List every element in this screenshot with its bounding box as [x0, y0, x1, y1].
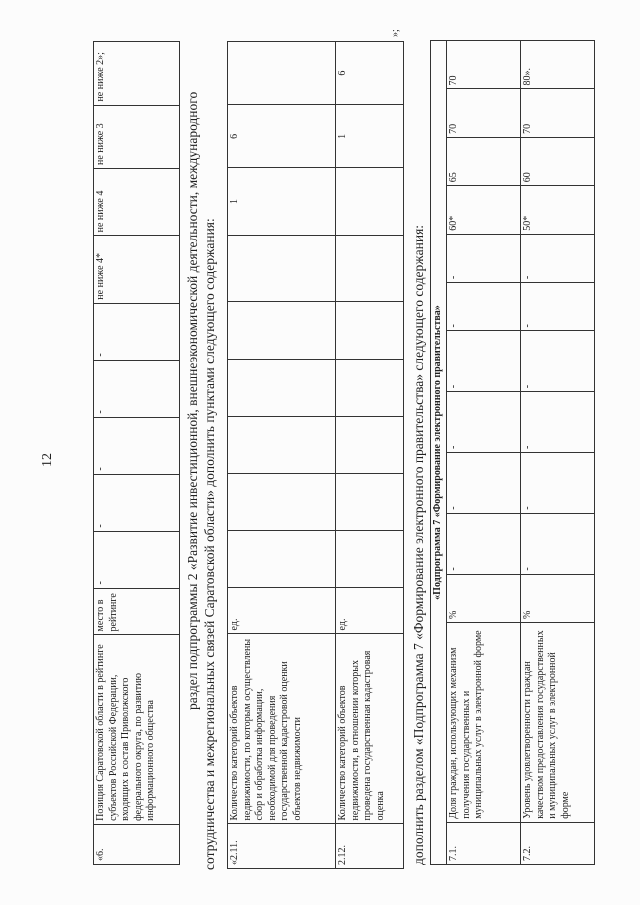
value-cell: - — [521, 331, 595, 392]
value-cell: 70 — [447, 89, 521, 137]
row-number: «2.11. — [228, 824, 336, 869]
value-cell: - — [94, 474, 180, 531]
value-cell — [336, 235, 404, 302]
row-number: «6. — [94, 824, 180, 864]
table-mid-tail: »; — [390, 29, 401, 37]
value-cell: - — [94, 303, 180, 360]
paragraph-1-line-2: сотрудничества и межрегиональных связей Саратовской области» дополнить пунктами следующего содержания: — [202, 218, 217, 870]
value-cell — [336, 359, 404, 416]
value-cell — [228, 531, 336, 588]
value-cell — [228, 359, 336, 416]
value-cell: - — [521, 513, 595, 574]
value-cell — [228, 302, 336, 359]
value-cell: не ниже 2»; — [94, 42, 180, 106]
value-cell: 70 — [521, 89, 595, 137]
value-cell: - — [94, 531, 180, 588]
table-row — [94, 42, 180, 865]
value-cell: 1 — [228, 168, 336, 235]
value-cell: 60 — [521, 137, 595, 185]
indicator-name: Уровень удовлетворенности граждан качеством предоставления государственных и муниципальных услуг в электронной форме — [521, 622, 595, 822]
indicator-unit: место в рейтинге — [94, 588, 180, 635]
paragraph-2 — [410, 225, 427, 865]
row-number: 2.12. — [336, 824, 404, 869]
value-cell: - — [521, 234, 595, 282]
value-cell: 50* — [521, 186, 595, 234]
indicator-name: Доля граждан, использующих механизм получения государственных и муниципальных услуг в электронной форме — [447, 622, 521, 822]
value-cell — [336, 416, 404, 473]
value-cell: - — [447, 392, 521, 453]
table-row — [521, 41, 595, 865]
value-cell: - — [521, 283, 595, 331]
value-cell: 6 — [336, 42, 404, 105]
value-cell — [228, 42, 336, 105]
subprogram-header: «Подпрограмма 7 «Формирование электронного правительства» — [431, 41, 447, 865]
value-cell: - — [521, 392, 595, 453]
value-cell: 1 — [336, 105, 404, 168]
row-number: 7.1. — [447, 822, 521, 864]
table-header-row — [431, 41, 447, 865]
table-row — [336, 42, 404, 869]
value-cell — [336, 302, 404, 359]
indicator-name: Количество категорий объектов недвижимости, в отношении которых проведена государственная кадастровая оценка — [336, 634, 404, 824]
value-cell: не ниже 4 — [94, 169, 180, 236]
value-cell: - — [94, 417, 180, 474]
paragraph-1 — [184, 91, 218, 870]
indicator-unit: % — [521, 574, 595, 622]
value-cell — [228, 416, 336, 473]
value-cell: не ниже 3 — [94, 105, 180, 168]
value-cell — [336, 168, 404, 235]
value-cell — [336, 531, 404, 588]
table-top — [93, 41, 180, 865]
value-cell: 80». — [521, 41, 595, 89]
indicator-unit: ед. — [336, 588, 404, 634]
table-mid — [227, 41, 404, 869]
indicator-unit: % — [447, 574, 521, 622]
value-cell: 70 — [447, 41, 521, 89]
indicator-name: Количество категорий объектов недвижимости, по которым осуществлены сбор и обработка информации, необходимой для проведения государственной кадастровой оценки объектов недвижимости — [228, 634, 336, 824]
value-cell: - — [447, 283, 521, 331]
paragraph-2-line-1: дополнить разделом «Подпрограмма 7 «Формирование электронного правительства» следующего содержания: — [411, 224, 426, 865]
value-cell: - — [521, 453, 595, 514]
value-cell — [228, 474, 336, 531]
table-bot — [430, 40, 595, 865]
value-cell: - — [447, 331, 521, 392]
value-cell: 65 — [447, 137, 521, 185]
value-cell: - — [447, 513, 521, 574]
value-cell: - — [447, 234, 521, 282]
value-cell: не ниже 4* — [94, 236, 180, 303]
value-cell: - — [94, 360, 180, 417]
row-number: 7.2. — [521, 822, 595, 864]
value-cell: 6 — [228, 105, 336, 168]
page-number: 12 — [40, 453, 55, 467]
value-cell — [336, 474, 404, 531]
indicator-unit: ед. — [228, 588, 336, 634]
table-row — [228, 42, 336, 869]
value-cell: 60* — [447, 186, 521, 234]
value-cell — [228, 235, 336, 302]
paragraph-1-line-1: раздел подпрограммы 2 «Развитие инвестиционной, внешнеэкономической деятельности, международного — [185, 91, 200, 710]
indicator-name: Позиция Саратовской области в рейтинге субъектов Российской Федерации, входящих в состав Приволжского федерального округа, по развитию информационного общества — [94, 635, 180, 824]
table-row — [447, 41, 521, 865]
value-cell: - — [447, 453, 521, 514]
